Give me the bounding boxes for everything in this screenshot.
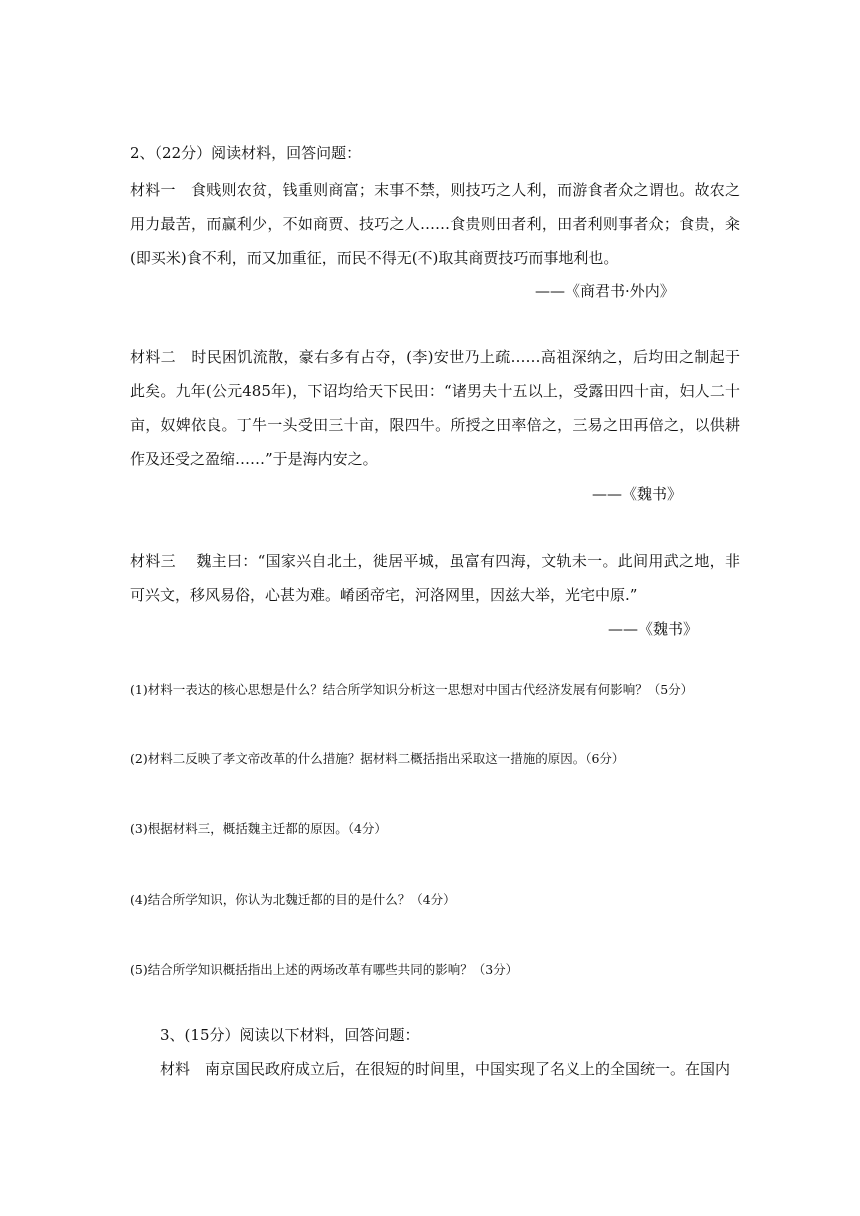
question-3-header: 3、(15分）阅读以下材料，回答问题： — [160, 1026, 420, 1044]
sub-question-3: (3)根据材料三，概括魏主迁都的原因。（4分） — [130, 821, 387, 836]
sub-question-2: (2)材料二反映了孝文帝改革的什么措施？据材料二概括指出采取这一措施的原因。（6分） — [130, 751, 625, 766]
material-1 — [130, 173, 740, 275]
material-3 — [130, 544, 740, 612]
material-2-source: ——《魏书》 — [592, 485, 683, 503]
sub-question-1: (1)材料一表达的核心思想是什么？结合所学知识分析这一思想对中国古代经济发展有何影响？（5分） — [130, 682, 694, 697]
question-2-header: 2、（22分）阅读材料，回答问题： — [130, 144, 362, 162]
sub-question-4: (4)结合所学知识，你认为北魏迁都的目的是什么？（4分） — [130, 892, 456, 907]
material-3-source: ——《魏书》 — [608, 620, 699, 638]
material-2-text: 材料二 时民困饥流散，豪右多有占夺，(李)安世乃上疏……高祖深纳之，后均田之制起于此矣。九年(公元485年)，下诏均给天下民田：“诸男夫十五以上，受露田四十亩，妇人二十亩，奴婢依良。丁牛一头受田三十亩，限四牛。所授之田率倍之，三易之田再倍之，以供耕作及还受之盈缩……”于是海内安之。 — [130, 348, 740, 468]
sub-question-5: (5)结合所学知识概括指出上述的两场改革有哪些共同的影响？（3分） — [130, 962, 519, 977]
material-1-source: ——《商君书·外内》 — [535, 282, 675, 300]
material-2 — [130, 340, 740, 476]
material-1-text: 材料一 食贱则农贫，钱重则商富；末事不禁，则技巧之人利，而游食者众之谓也。故农之用力最苦，而赢利少，不如商贾、技巧之人……食贵则田者利，田者利则事者众；食贵，籴(即买米)食不利，而又加重征，而民不得无(不)取其商贾技巧而事地利也。 — [130, 181, 740, 267]
question-3-material: 材料 南京国民政府成立后，在很短的时间里，中国实现了名义上的全国统一。在国内 — [160, 1060, 731, 1078]
material-3-text: 材料三 魏主曰：“国家兴自北土，徙居平城，虽富有四海，文轨未一。此间用武之地，非可兴文，移风易俗，心甚为难。崤函帝宅，河洛网里，因兹大举，光宅中原.” — [130, 552, 740, 604]
